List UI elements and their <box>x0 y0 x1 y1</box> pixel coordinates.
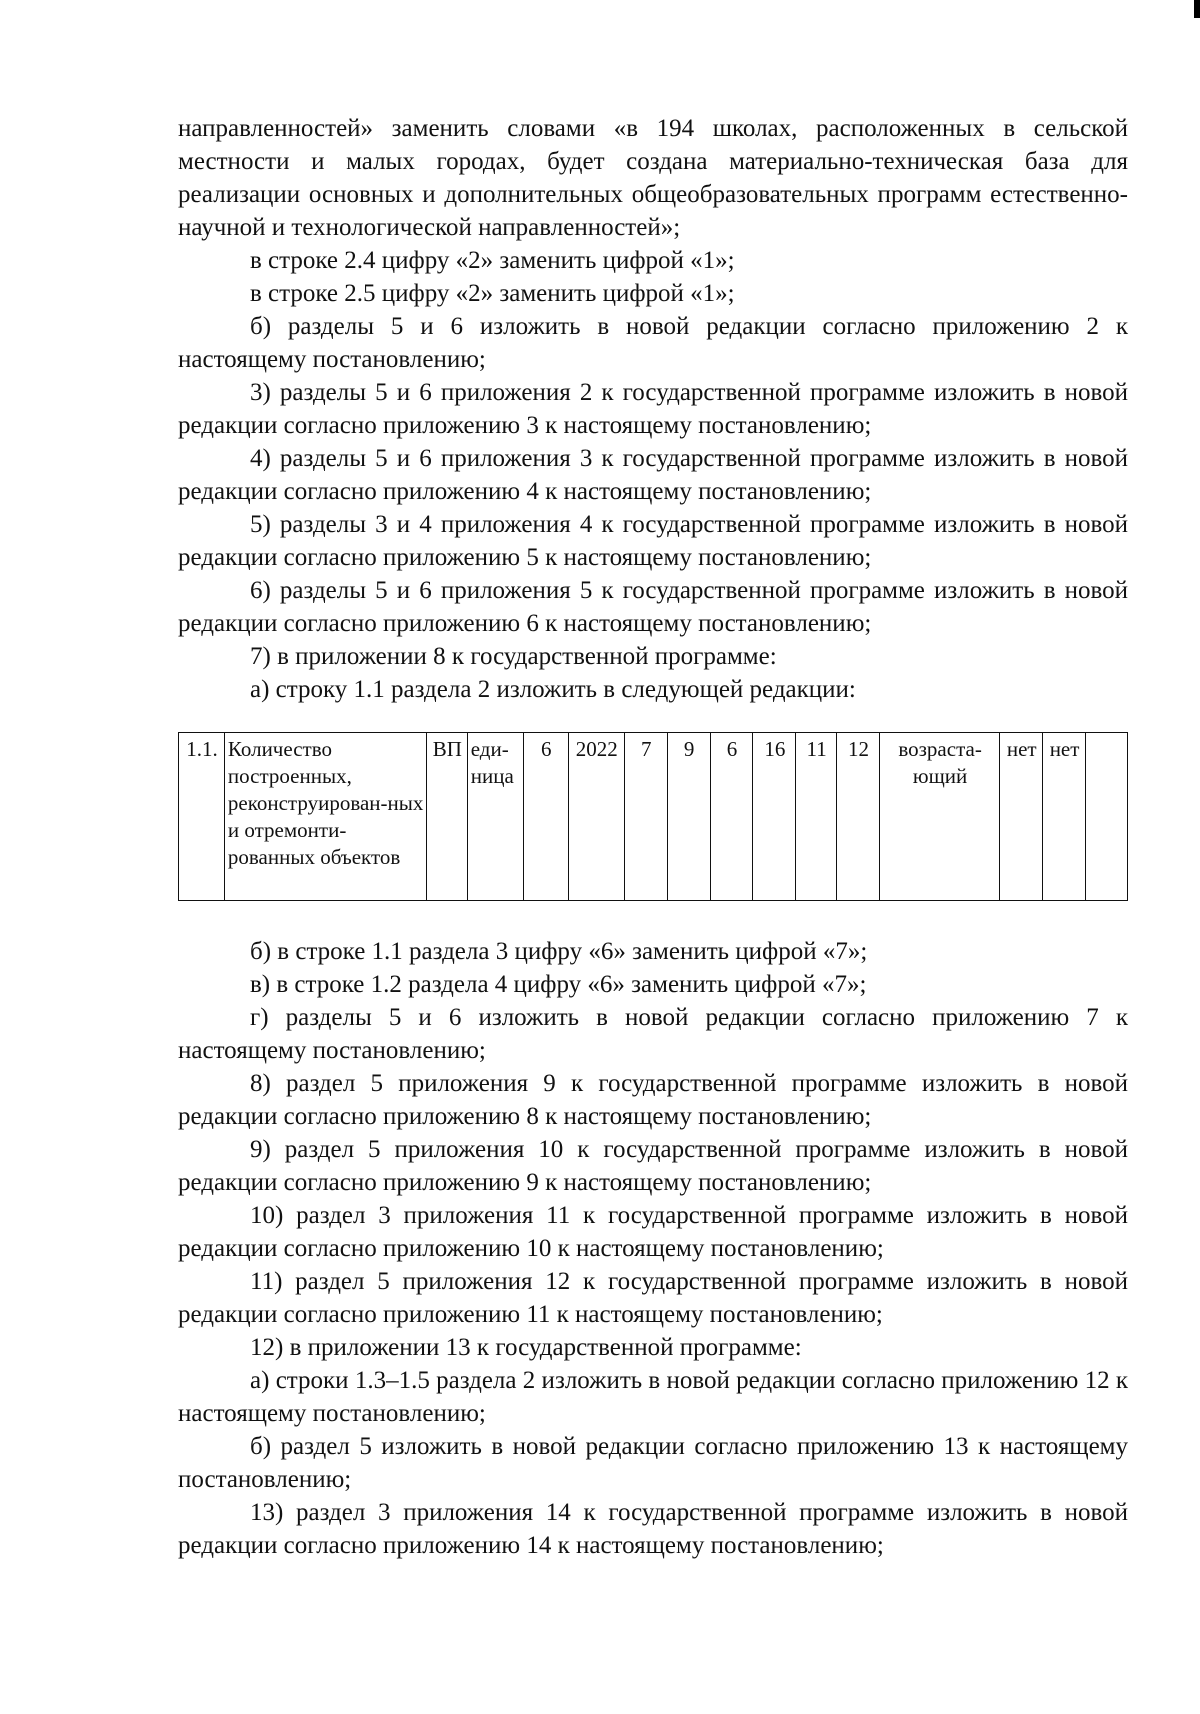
cell-type: ВП <box>426 733 467 901</box>
paragraph: 13) раздел 3 приложения 14 к государственной программе изложить в новой редакции согласно приложению 14 к настоящему постановлению; <box>178 1499 1128 1559</box>
cell-unit: еди-ница <box>467 733 523 901</box>
cell-value: 16 <box>753 733 796 901</box>
paragraph: 9) раздел 5 приложения 10 к государственной программе изложить в новой редакции согласно приложению 9 к настоящему постановлению; <box>178 1136 1128 1196</box>
paragraph: 4) разделы 5 и 6 приложения 3 к государственной программе изложить в новой редакции согласно приложению 4 к настоящему постановлению; <box>178 445 1128 505</box>
paragraph: в строке 2.5 цифру «2» заменить цифрой «1»; <box>250 280 735 307</box>
paragraph: а) строки 1.3–1.5 раздела 2 изложить в новой редакции согласно приложению 12 к настоящему постановлению; <box>178 1367 1128 1427</box>
paragraph: направленностей» заменить словами «в 194 школах, расположенных в сельской местности и малых городах, будет создана материально-техническая база для реализации основных и дополнительных общеобразовательных программ естественно-научной и технологической направленностей»; <box>178 115 1128 241</box>
cell-empty <box>1085 733 1127 901</box>
paragraph: 12) в приложении 13 к государственной программе: <box>250 1334 802 1361</box>
paragraph: 3) разделы 5 и 6 приложения 2 к государственной программе изложить в новой редакции согласно приложению 3 к настоящему постановлению; <box>178 379 1128 439</box>
paragraphs-top <box>178 112 1128 706</box>
cell-flag: нет <box>1000 733 1043 901</box>
cell-value: 7 <box>624 733 667 901</box>
cell-value: 9 <box>667 733 710 901</box>
paragraph: 6) разделы 5 и 6 приложения 5 к государственной программе изложить в новой редакции согласно приложению 6 к настоящему постановлению; <box>178 577 1128 637</box>
cell-value: 6 <box>523 733 568 901</box>
cell-flag: нет <box>1043 733 1086 901</box>
amendment-table <box>178 732 1128 901</box>
paragraph: 5) разделы 3 и 4 приложения 4 к государственной программе изложить в новой редакции согласно приложению 5 к настоящему постановлению; <box>178 511 1128 571</box>
paragraph: б) разделы 5 и 6 изложить в новой редакции согласно приложению 2 к настоящему постановлению; <box>178 313 1128 373</box>
cell-year: 2022 <box>568 733 624 901</box>
paragraph: б) раздел 5 изложить в новой редакции согласно приложению 13 к настоящему постановлению; <box>178 1433 1128 1493</box>
paragraph: 7) в приложении 8 к государственной программе: <box>250 643 777 670</box>
cell-value: 6 <box>710 733 753 901</box>
cell-trend: возраста-ющий <box>879 733 999 901</box>
paragraph: 11) раздел 5 приложения 12 к государственной программе изложить в новой редакции согласно приложению 11 к настоящему постановлению; <box>178 1268 1128 1328</box>
table-row <box>179 733 1128 901</box>
paragraphs-bottom <box>178 935 1128 1562</box>
paragraph: г) разделы 5 и 6 изложить в новой редакции согласно приложению 7 к настоящему постановлению; <box>178 1004 1128 1064</box>
cell-indicator-name: Количество построенных, реконструирован-ных и отремонти-рованных объектов <box>224 733 426 901</box>
scan-corner-mark <box>1194 0 1200 18</box>
spacer <box>178 901 1128 935</box>
spacer <box>178 706 1128 732</box>
cell-row-number: 1.1. <box>179 733 225 901</box>
paragraph: 10) раздел 3 приложения 11 к государственной программе изложить в новой редакции согласно приложению 10 к настоящему постановлению; <box>178 1202 1128 1262</box>
document-body <box>178 112 1128 1562</box>
paragraph: а) строку 1.1 раздела 2 изложить в следующей редакции: <box>250 676 856 703</box>
paragraph: в строке 2.4 цифру «2» заменить цифрой «1»; <box>250 247 735 274</box>
paragraph: 8) раздел 5 приложения 9 к государственной программе изложить в новой редакции согласно приложению 8 к настоящему постановлению; <box>178 1070 1128 1130</box>
cell-value: 12 <box>837 733 880 901</box>
paragraph: б) в строке 1.1 раздела 3 цифру «6» заменить цифрой «7»; <box>250 938 868 965</box>
cell-value: 11 <box>796 733 837 901</box>
paragraph: в) в строке 1.2 раздела 4 цифру «6» заменить цифрой «7»; <box>250 971 867 998</box>
